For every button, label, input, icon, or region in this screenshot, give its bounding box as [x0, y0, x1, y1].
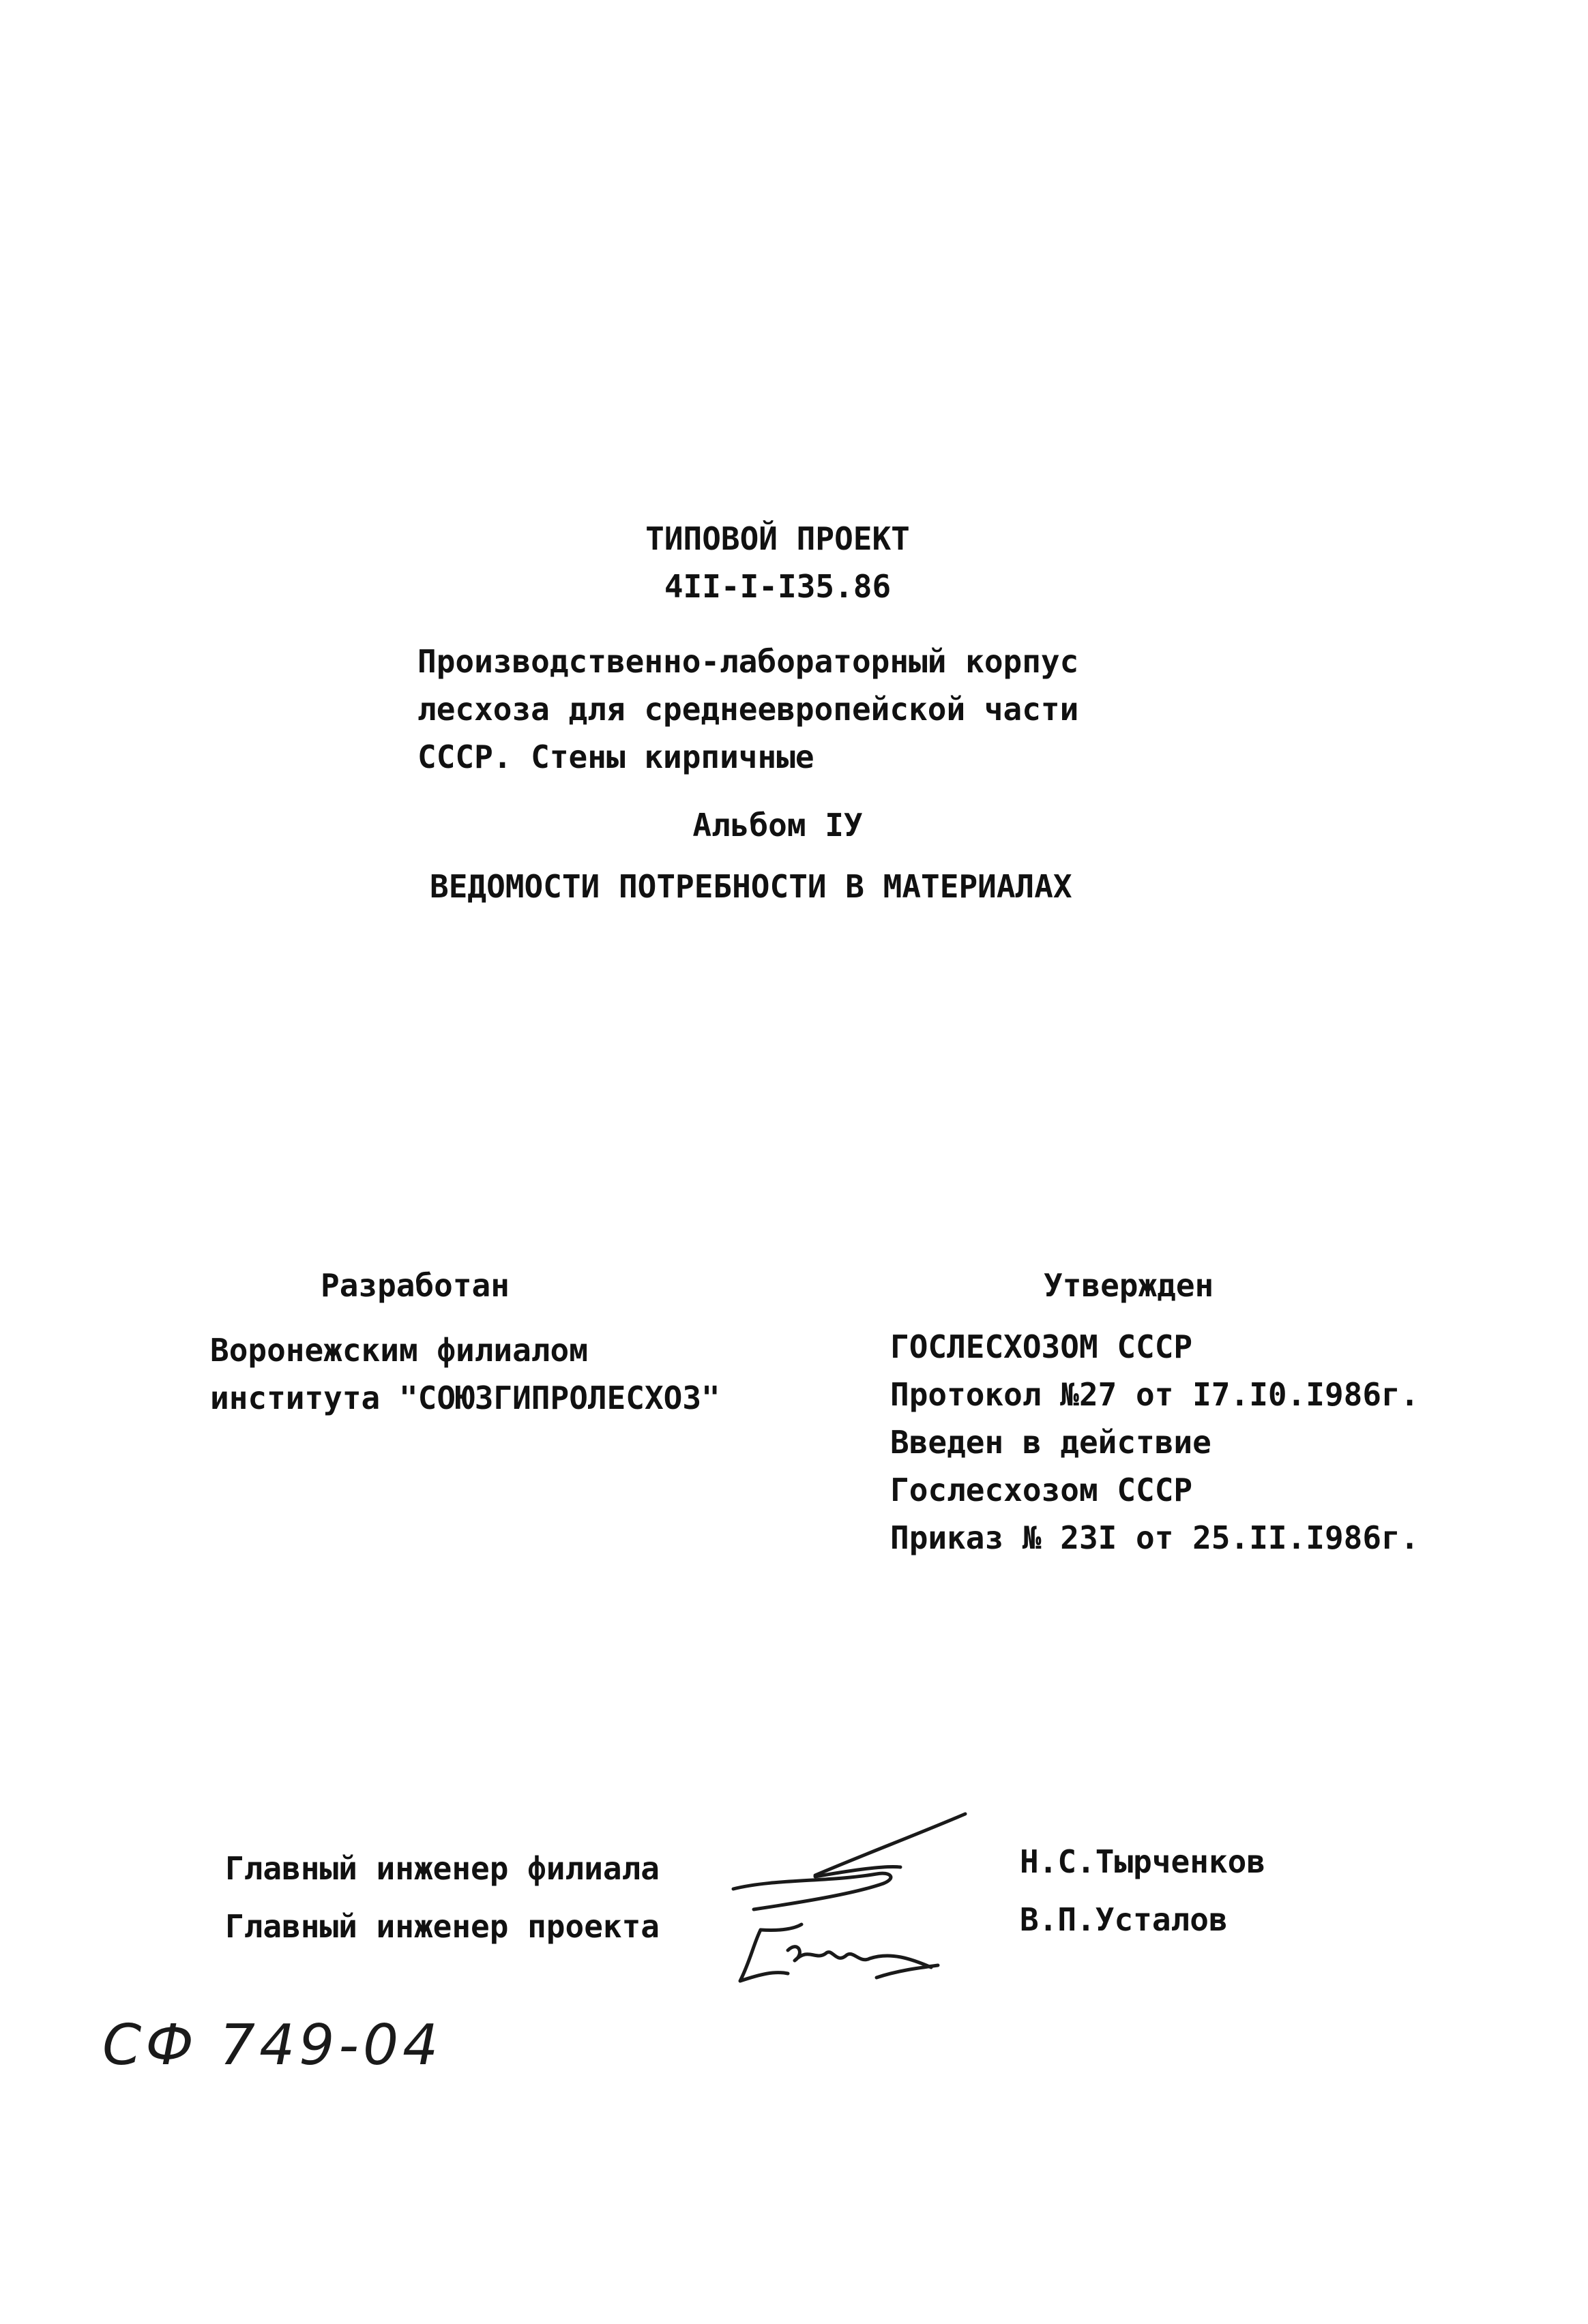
project-description-line-3: СССР. Стены кирпичные [417, 739, 814, 775]
developed-heading: Разработан [321, 1267, 510, 1304]
handwritten-archive-number: СФ 749-04 [102, 2013, 443, 2078]
approved-line-3: Введен в действие [890, 1424, 1211, 1461]
approved-line-4: Гослесхозом СССР [890, 1472, 1193, 1508]
project-description-line-2: лесхоза для среднеевропейской части [417, 691, 1079, 728]
signature-name-2: В.П.Усталов [1020, 1901, 1228, 1938]
approved-line-5: Приказ № 23I от 25.II.I986г. [890, 1519, 1420, 1556]
developed-line-1: Воронежским филиалом [210, 1332, 588, 1369]
signature-role-2: Главный инженер проекта [225, 1908, 660, 1945]
handwritten-signature [713, 1807, 986, 1998]
project-code: 4II-I-I35.86 [664, 568, 892, 605]
developed-line-2: института "СОЮЗГИПРОЛЕСХОЗ" [210, 1380, 720, 1416]
project-description-line-1: Производственно-лабораторный корпус [417, 643, 1079, 680]
signature-role-1: Главный инженер филиала [225, 1850, 660, 1887]
project-series: ТИПОВОЙ ПРОЕКТ [645, 520, 910, 557]
album-label: Альбом IУ [692, 807, 863, 844]
signature-name-1: Н.С.Тырченков [1020, 1843, 1266, 1880]
approved-line-2: Протокол №27 от I7.I0.I986г. [890, 1376, 1420, 1413]
approved-heading: Утвержден [1044, 1267, 1214, 1304]
album-subject-title: ВЕДОМОСТИ ПОТРЕБНОСТИ В МАТЕРИАЛАХ [430, 868, 1072, 905]
approved-line-1: ГОСЛЕСХОЗОМ СССР [890, 1328, 1193, 1365]
